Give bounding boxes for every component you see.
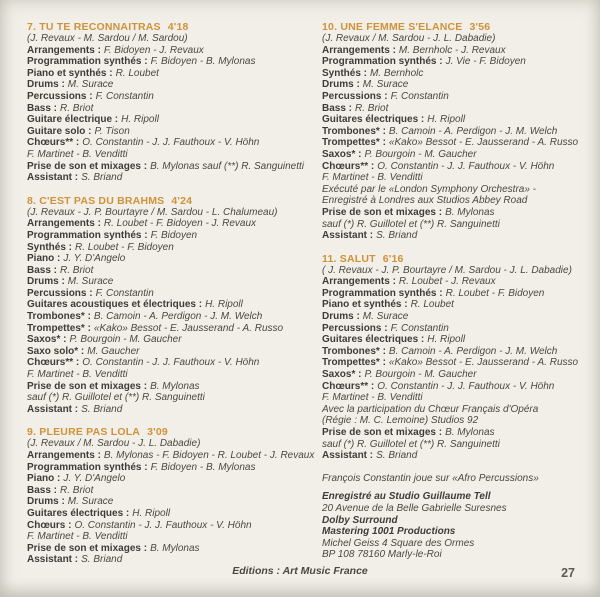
track-lines (322, 473, 590, 485)
credit-value: R. Loubet (410, 299, 454, 311)
credit-label: Trombones* : (27, 311, 91, 323)
credit-line (27, 543, 322, 555)
credit-line (322, 346, 590, 358)
credit-line (27, 381, 322, 393)
track-title (27, 195, 322, 207)
track-title (27, 426, 322, 438)
credit-line (322, 149, 590, 161)
credit-line (322, 103, 590, 115)
credit-line (27, 288, 322, 300)
credit-line (322, 427, 590, 439)
credit-value: R. Loubet (115, 67, 159, 79)
credit-value: M. Surace (362, 79, 409, 91)
credit-line (322, 184, 590, 196)
credit-label: Chœurs : (27, 519, 72, 531)
track-writers: (J. Revaux / M. Sardou - J. L. Dabadie) (322, 33, 496, 44)
credit-line (27, 392, 322, 404)
credit-value: sauf (*) R. Guillotel et (**) R. Sanguinetti (322, 438, 500, 450)
credit-value: H. Ripoll (427, 334, 466, 346)
credit-label: Guitares électriques : (27, 507, 130, 519)
credit-label: Trompettes* : (322, 137, 386, 149)
credit-line (322, 172, 590, 184)
credit-label: Drums : (322, 311, 360, 323)
credit-line (27, 334, 322, 346)
credit-line (322, 276, 590, 288)
credit-line (27, 311, 322, 323)
credit-label: Prise de son et mixages : (322, 206, 443, 218)
credit-value: S. Briand (81, 403, 123, 415)
credit-line (322, 311, 590, 323)
credit-label: Programmation synthés : (27, 56, 148, 68)
credit-value: Enregistré au Studio Guillaume Tell (322, 491, 491, 503)
credit-value: M. Surace (67, 79, 114, 91)
credit-label: Chœurs** : (27, 357, 80, 369)
credit-value: O. Constantin - J. J. Fauthoux - V. Höhn (74, 519, 252, 531)
credit-value: P. Tison (94, 125, 130, 137)
credit-label: Chœurs** : (27, 137, 80, 149)
credit-label: Guitare électrique : (27, 114, 119, 126)
credit-value: S. Briand (81, 554, 123, 566)
credit-line (322, 219, 590, 231)
credit-value: S. Briand (376, 450, 418, 462)
credit-value: R. Briot (60, 484, 94, 496)
credit-line (27, 299, 322, 311)
credit-line (322, 415, 590, 427)
credit-label: Drums : (27, 276, 65, 288)
credit-value: R. Loubet - J. Revaux (398, 276, 496, 288)
credit-label: Programmation synthés : (27, 229, 148, 241)
credit-line (27, 68, 322, 80)
credit-label: Bass : (322, 102, 353, 114)
credit-label: Piano et synthés : (322, 299, 408, 311)
credit-line (322, 207, 590, 219)
credit-label: Saxos* : (322, 369, 362, 381)
track-lines (322, 276, 590, 462)
credit-line (27, 473, 322, 485)
track-title-text: 8. C'EST PAS DU BRAHMS (27, 194, 165, 207)
credit-value: B. Mylonas sauf (**) R. Sanguinetti (150, 160, 305, 172)
credit-value: F. Bidoyen - B. Mylonas (150, 461, 256, 473)
credit-line (322, 549, 590, 561)
credit-label: Synthés : (27, 241, 73, 253)
credit-line (322, 137, 590, 149)
credit-value: F. Bidoyen - J. Revaux (103, 44, 204, 56)
credit-label: Chœurs** : (322, 160, 375, 172)
track-section (27, 195, 322, 416)
credit-value: B. Camoin - A. Perdigon - J. M. Welch (388, 345, 558, 357)
credit-line (322, 491, 590, 503)
credit-label: Drums : (322, 79, 360, 91)
credit-value: M. Surace (362, 311, 409, 323)
credit-value: F. Martinet - B. Venditti (27, 369, 128, 381)
credit-line (27, 103, 322, 115)
credit-label: Percussions : (27, 90, 93, 102)
credit-label: Assistant : (27, 403, 79, 415)
credit-line (322, 56, 590, 68)
credit-value: O. Constantin - J. J. Fauthoux - V. Höhn (377, 160, 555, 172)
credit-label: Saxos* : (322, 148, 362, 160)
footer-editions: Editions : Art Music France (232, 565, 368, 577)
credit-line (322, 334, 590, 346)
credit-line (322, 114, 590, 126)
credit-line (27, 137, 322, 149)
credit-line (27, 91, 322, 103)
credit-line (27, 369, 322, 381)
credit-label: Saxos* : (27, 334, 67, 346)
track-section (322, 473, 590, 485)
credit-label: Prise de son et mixages : (322, 427, 443, 438)
track-duration: 4'18 (167, 21, 189, 33)
credit-label: Arrangements : (322, 276, 396, 288)
credit-line (27, 462, 322, 474)
track-section (27, 426, 322, 566)
credit-label: Programmation synthés : (322, 56, 443, 68)
credit-label: Piano et synthés : (27, 67, 113, 79)
credit-line (27, 276, 322, 288)
credit-label: Bass : (27, 484, 58, 496)
credit-line (322, 392, 590, 404)
credit-value: R. Loubet - F. Bidoyen (75, 241, 174, 253)
credit-label: Percussions : (27, 287, 93, 299)
credit-value: F. Constantin (390, 322, 449, 334)
credit-value: Mastering 1001 Productions (322, 526, 456, 538)
credit-value: P. Bourgoin - M. Gaucher (69, 334, 182, 346)
credit-value: Exécuté par le «London Symphony Orchestra» - (322, 183, 537, 195)
credit-line (27, 265, 322, 277)
credit-value: J. Y. D'Angelo (63, 253, 126, 265)
credit-value: 20 Avenue de la Belle Gabrielle Suresnes (322, 502, 507, 514)
credit-line (27, 56, 322, 68)
column-1 (27, 21, 322, 577)
credit-label: Arrangements : (27, 44, 101, 56)
credit-value: sauf (*) R. Guillotel et (**) R. Sanguinetti (322, 218, 500, 230)
credit-label: Arrangements : (27, 218, 101, 230)
credit-line (27, 323, 322, 335)
track-writers: (J. Revaux - M. Sardou / M. Sardou) (27, 33, 188, 44)
credit-value: F. Bidoyen - B. Mylonas (150, 56, 256, 68)
credit-label: Programmation synthés : (322, 287, 443, 299)
credit-value: O. Constantin - J. J. Fauthoux - V. Höhn (377, 380, 555, 392)
credit-line (27, 242, 322, 254)
credit-label: Prise de son et mixages : (27, 380, 148, 392)
track-section (322, 491, 590, 561)
credit-line (27, 172, 322, 184)
credit-value: «Kako» Bessot - E. Jausserand - A. Russo (388, 137, 579, 149)
credit-line (322, 526, 590, 538)
credit-value: B. Mylonas (445, 427, 495, 438)
credit-value: H. Ripoll (427, 114, 466, 126)
credit-label: Drums : (27, 496, 65, 508)
credit-line (27, 404, 322, 416)
credit-label: Guitares électriques : (322, 114, 425, 126)
credit-label: Piano : (27, 253, 61, 265)
track-writers: (J. Revaux / M. Sardou - J. L. Dabadie) (27, 438, 201, 450)
credit-label: Drums : (27, 79, 65, 91)
credit-line (27, 114, 322, 126)
credit-line (27, 450, 322, 462)
credit-value: B. Mylonas (150, 542, 200, 554)
credit-label: Trombones* : (322, 125, 386, 137)
credit-value: J. Vie - F. Bidoyen (445, 56, 526, 68)
credit-value: H. Ripoll (132, 507, 171, 519)
credit-line (322, 91, 590, 103)
credit-value: B. Mylonas - F. Bidoyen - R. Loubet - J. Revaux (103, 450, 315, 461)
credit-label: Percussions : (322, 322, 388, 334)
credit-value: J. Y. D'Angelo (63, 473, 126, 485)
credit-line (322, 45, 590, 57)
credit-line (322, 323, 590, 335)
credit-line (27, 346, 322, 358)
credit-line (322, 195, 590, 207)
credit-value: F. Martinet - B. Venditti (322, 172, 423, 184)
credit-line (27, 485, 322, 497)
credit-line (322, 68, 590, 80)
credit-label: Guitare solo : (27, 125, 92, 137)
credit-line (27, 230, 322, 242)
credit-value: B. Mylonas (445, 206, 495, 218)
credit-value: R. Loubet - F. Bidoyen - J. Revaux (103, 218, 257, 230)
credit-line (322, 381, 590, 393)
credit-value: R. Briot (355, 102, 389, 114)
credit-label: Prise de son et mixages : (27, 542, 148, 554)
credit-line (322, 369, 590, 381)
credit-line (322, 503, 590, 515)
credit-line (322, 288, 590, 300)
track-title-text: 11. SALUT (322, 252, 376, 265)
credit-line (27, 253, 322, 265)
credit-label: Guitares électriques : (322, 334, 425, 346)
credit-value: R. Briot (60, 264, 94, 276)
credit-value: M. Surace (67, 496, 114, 508)
credit-label: Percussions : (322, 90, 388, 102)
credit-line (322, 473, 590, 485)
credit-line (27, 520, 322, 532)
credit-label: Assistant : (27, 554, 79, 566)
track-writers: (J. Revaux - J. P. Bourtayre / M. Sardou - L. Chalumeau) (27, 206, 278, 218)
credit-label: Guitares acoustiques et électriques : (27, 299, 203, 311)
credit-label: Bass : (27, 264, 58, 276)
credit-value: BP 108 78160 Marly-le-Roi (322, 549, 442, 561)
credit-value: F. Martinet - B. Venditti (322, 392, 423, 404)
credit-value: F. Constantin (95, 90, 154, 102)
credit-value: M. Bernholc - J. Revaux (398, 44, 506, 56)
credit-line (322, 439, 590, 451)
credit-value: R. Briot (60, 102, 94, 114)
credit-value: S. Briand (376, 230, 418, 242)
credit-line (27, 149, 322, 161)
track-title-text: 10. UNE FEMME S'ELANCE (322, 21, 463, 33)
credit-value: B. Camoin - A. Perdigon - J. M. Welch (93, 311, 263, 323)
credit-label: Bass : (27, 102, 58, 114)
credit-line (322, 126, 590, 138)
credit-value: F. Constantin (390, 90, 449, 102)
credit-label: Saxo solo* : (27, 345, 85, 357)
credit-value: R. Loubet - F. Bidoyen (445, 287, 545, 299)
credit-label: Prise de son et mixages : (27, 160, 148, 172)
credit-label: Programmation synthés : (27, 461, 148, 473)
track-title-text: 9. PLEURE PAS LOLA (27, 426, 141, 439)
credit-label: Trombones* : (322, 345, 386, 357)
credit-value: P. Bourgoin - M. Gaucher (364, 148, 477, 160)
credit-value: François Constantin joue sur «Afro Percussions» (322, 472, 539, 484)
track-duration: 3'09 (147, 426, 168, 439)
credit-value: B. Camoin - A. Perdigon - J. M. Welch (388, 125, 558, 137)
credit-label: Assistant : (322, 450, 374, 462)
credit-value: O. Constantin - J. J. Fauthoux - V. Höhn (82, 137, 260, 149)
credit-line (322, 404, 590, 416)
track-writers: ( J. Revaux - J. P. Bourtayre / M. Sardou - J. L. Dabadie) (322, 264, 572, 276)
credit-label: Assistant : (27, 172, 79, 184)
track-lines (27, 45, 322, 184)
track-lines (27, 218, 322, 415)
credit-label: Piano : (27, 473, 61, 485)
credit-value: M. Bernholc (370, 67, 424, 79)
credit-line (27, 496, 322, 508)
credit-value: B. Mylonas (150, 380, 200, 392)
credit-value: «Kako» Bessot - E. Jausserand - A. Russo (388, 357, 579, 369)
track-duration: 3'56 (469, 21, 491, 33)
credit-line (27, 218, 322, 230)
credit-label: Synthés : (322, 67, 368, 79)
credit-value: Michel Geiss 4 Square des Ormes (322, 537, 475, 549)
credit-line (27, 357, 322, 369)
credit-line (27, 126, 322, 138)
credit-value: «Kako» Bessot - E. Jausserand - A. Russo (93, 322, 284, 334)
credit-value: (Régie : M. C. Lemoine) Studios 92 (322, 415, 479, 427)
track-lines (322, 491, 590, 561)
track-title-text: 7. TU TE RECONNAITRAS (27, 21, 161, 33)
credit-value: M. Surace (67, 276, 114, 288)
credit-value: F. Constantin (95, 287, 154, 299)
credit-line (27, 161, 322, 173)
credit-label: Chœurs** : (322, 380, 375, 392)
credit-line (322, 299, 590, 311)
credit-label: Arrangements : (322, 44, 396, 56)
credit-line (322, 230, 590, 242)
credit-line (322, 161, 590, 173)
credit-line (322, 357, 590, 369)
track-lines (322, 45, 590, 242)
credit-value: F. Martinet - B. Venditti (27, 531, 128, 543)
credit-line (322, 79, 590, 91)
credit-value: M. Gaucher (87, 345, 140, 357)
track-duration: 6'16 (382, 252, 404, 265)
credit-value: Enregistré à Londres aux Studios Abbey Road (322, 195, 528, 207)
track-section (322, 253, 590, 462)
credit-line (27, 508, 322, 520)
credit-value: Dolby Surround (322, 514, 398, 526)
credit-value: O. Constantin - J. J. Fauthoux - V. Höhn (82, 357, 260, 369)
credit-label: Assistant : (322, 230, 374, 242)
credit-value: sauf (*) R. Guillotel et (**) R. Sanguinetti (27, 392, 205, 404)
page-number: 27 (561, 566, 575, 580)
column-2 (322, 21, 590, 577)
track-title (322, 21, 590, 33)
track-title (27, 21, 322, 33)
credit-line (322, 538, 590, 550)
credit-value: P. Bourgoin - M. Gaucher (364, 369, 477, 381)
track-lines (27, 450, 322, 566)
track-section (27, 21, 322, 184)
credit-value: H. Ripoll (121, 114, 159, 126)
credit-value: F. Bidoyen (150, 229, 198, 241)
credit-line (27, 531, 322, 543)
track-section (322, 21, 590, 242)
credit-line (322, 515, 590, 527)
track-duration: 4'24 (171, 194, 193, 207)
credit-value: Avec la participation du Chœur Français d'Opéra (322, 403, 539, 415)
credit-line (27, 79, 322, 91)
credit-value: S. Briand (81, 172, 123, 184)
credit-label: Trompettes* : (27, 322, 91, 334)
track-title (322, 253, 590, 265)
credit-value: F. Martinet - B. Venditti (27, 148, 128, 160)
credit-line (27, 45, 322, 57)
credit-label: Arrangements : (27, 450, 101, 461)
credit-line (322, 450, 590, 462)
credit-value: H. Ripoll (205, 299, 243, 311)
credit-label: Trompettes* : (322, 357, 386, 369)
